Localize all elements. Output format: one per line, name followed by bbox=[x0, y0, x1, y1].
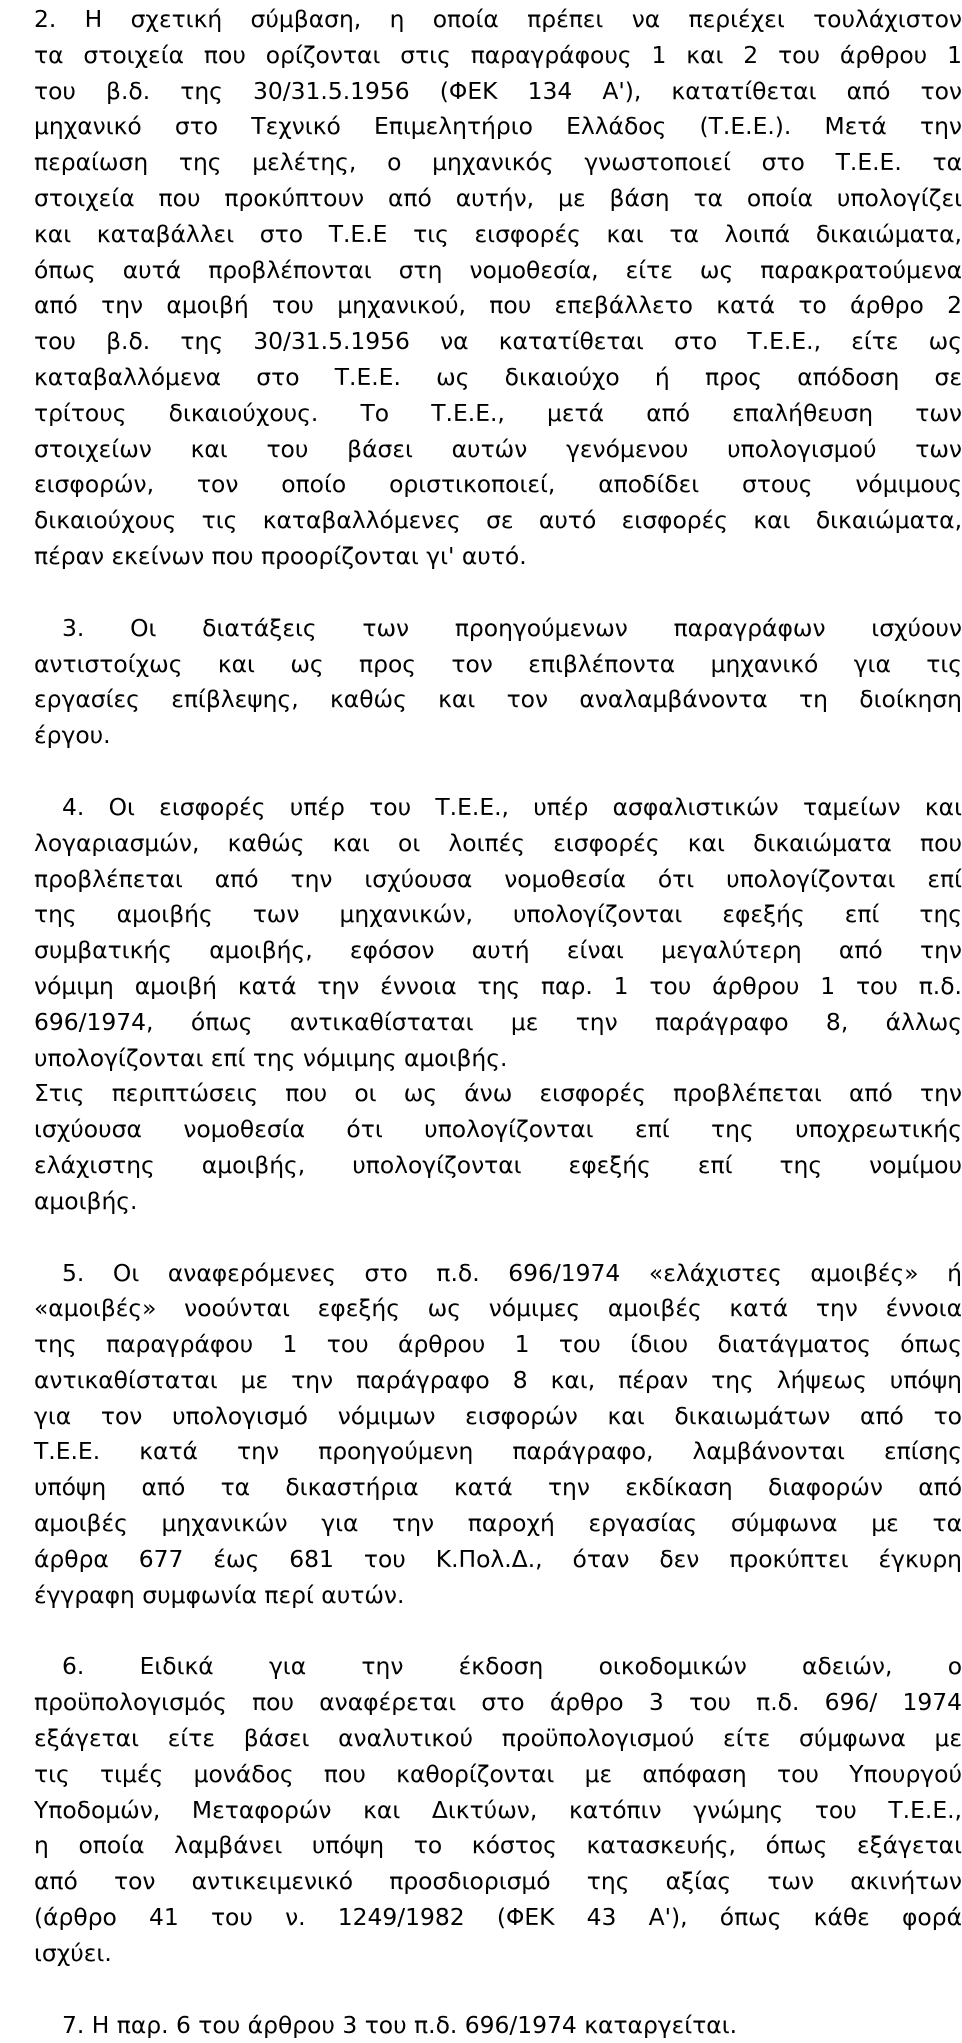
text-line: στοιχείων και του βάσει αυτών γενόμενου υπολογισμού των bbox=[34, 434, 962, 463]
text-line: ισχύει. bbox=[34, 1938, 112, 1967]
text-line: 7. Η παρ. 6 του άρθρου 3 του π.δ. 696/1974 καταργείται. bbox=[62, 2010, 738, 2039]
paragraph-gap bbox=[34, 754, 962, 790]
text-line: αμοιβές μηχανικών για την παροχή εργασίας σύμφωνα με τα bbox=[34, 1509, 962, 1538]
text-line: και καταβάλλει στο Τ.Ε.Ε τις εισφορές και τα λοιπά δικαιώματα, bbox=[34, 219, 962, 248]
paragraph-gap bbox=[34, 1220, 962, 1256]
text-line: τρίτους δικαιούχους. Το Τ.Ε.Ε., μετά από επαλήθευση των bbox=[34, 398, 962, 427]
text-line: από την αμοιβή του μηχανικού, που επεβάλλετο κατά το άρθρο 2 bbox=[34, 291, 962, 320]
text-line: περαίωση της μελέτης, ο μηχανικός γνωστοποιεί στο Τ.Ε.Ε. τα bbox=[34, 148, 962, 177]
text-line: 696/1974, όπως αντικαθίσταται με την παράγραφο 8, άλλως bbox=[34, 1007, 962, 1036]
text-line: όπως αυτά προβλέπονται στη νομοθεσία, είτε ως παρακρατούμενα bbox=[34, 255, 962, 284]
paragraph-gap bbox=[34, 1613, 962, 1649]
text-line: λογαριασμών, καθώς και οι λοιπές εισφορές και δικαιώματα που bbox=[34, 828, 962, 857]
text-line: μηχανικό στο Τεχνικό Επιμελητήριο Ελλάδος (Τ.Ε.Ε.). Μετά την bbox=[34, 112, 962, 141]
text-line: της αμοιβής των μηχανικών, υπολογίζονται εφεξής επί της bbox=[34, 900, 962, 929]
text-line: (άρθρο 41 του ν. 1249/1982 (ΦΕΚ 43 Α'), όπως κάθε φορά bbox=[34, 1903, 962, 1932]
paragraph-6 bbox=[34, 1649, 962, 1971]
text-line: του β.δ. της 30/31.5.1956 να κατατίθεται στο Τ.Ε.Ε., είτε ως bbox=[34, 327, 962, 356]
document-body bbox=[34, 2, 962, 2043]
text-line: ελάχιστης αμοιβής, υπολογίζονται εφεξής επί της νομίμου bbox=[34, 1150, 962, 1179]
text-line: Τ.Ε.Ε. κατά την προηγούμενη παράγραφο, λαμβάνονται επίσης bbox=[34, 1437, 962, 1466]
text-line: δικαιούχους τις καταβαλλόμενες σε αυτό εισφορές και δικαιώματα, bbox=[34, 506, 962, 535]
text-line: 5. Οι αναφερόμενες στο π.δ. 696/1974 «ελάχιστες αμοιβές» ή bbox=[62, 1258, 962, 1287]
text-line: 2. Η σχετική σύμβαση, η οποία πρέπει να περιέχει τουλάχιστον bbox=[34, 5, 962, 33]
paragraph-7 bbox=[34, 2008, 962, 2043]
document-page bbox=[34, 2, 962, 2039]
text-line: ισχύουσα νομοθεσία ότι υπολογίζονται επί της υποχρεωτικής bbox=[34, 1115, 962, 1144]
text-line: 6. Ειδικά για την έκδοση οικοδομικών αδειών, ο bbox=[62, 1652, 962, 1681]
text-line: εργασίες επίβλεψης, καθώς και τον αναλαμβάνοντα τη διοίκηση bbox=[34, 685, 962, 714]
text-line: για τον υπολογισμό νόμιμων εισφορών και δικαιωμάτων από το bbox=[34, 1401, 962, 1430]
text-line: υπολογίζονται επί της νόμιμης αμοιβής. bbox=[34, 1043, 508, 1072]
text-line: από τον αντικειμενικό προσδιορισμό της αξίας των ακινήτων bbox=[34, 1867, 962, 1896]
paragraph-3 bbox=[34, 611, 962, 754]
text-line: υπόψη από τα δικαστήρια κατά την εκδίκαση διαφορών από bbox=[34, 1473, 962, 1502]
text-line: Στις περιπτώσεις που οι ως άνω εισφορές προβλέπεται από την bbox=[34, 1079, 962, 1108]
paragraph-2 bbox=[34, 2, 962, 575]
text-line: άρθρα 677 έως 681 του Κ.Πολ.Δ., όταν δεν προκύπτει έγκυρη bbox=[34, 1544, 962, 1573]
text-line: εξάγεται είτε βάσει αναλυτικού προϋπολογισμού είτε σύμφωνα με bbox=[34, 1724, 962, 1753]
text-line: εισφορών, τον οποίο οριστικοποιεί, αποδίδει στους νόμιμους bbox=[34, 470, 962, 499]
text-line: η οποία λαμβάνει υπόψη το κόστος κατασκευής, όπως εξάγεται bbox=[34, 1831, 962, 1860]
text-line: «αμοιβές» νοούνται εφεξής ως νόμιμες αμοιβές κατά την έννοια bbox=[34, 1294, 962, 1323]
text-line: Υποδομών, Μεταφορών και Δικτύων, κατόπιν γνώμης του Τ.Ε.Ε., bbox=[34, 1795, 962, 1824]
paragraph-gap bbox=[34, 575, 962, 611]
text-line: 4. Οι εισφορές υπέρ του Τ.Ε.Ε., υπέρ ασφαλιστικών ταμείων και bbox=[62, 792, 962, 821]
paragraph-4 bbox=[34, 790, 962, 1220]
text-line: τα στοιχεία που ορίζονται στις παραγράφους 1 και 2 του άρθρου 1 bbox=[34, 40, 962, 69]
text-line: αμοιβής. bbox=[34, 1186, 138, 1215]
text-line: καταβαλλόμενα στο Τ.Ε.Ε. ως δικαιούχο ή προς απόδοση σε bbox=[34, 362, 962, 391]
paragraph-5 bbox=[34, 1256, 962, 1614]
text-line: προβλέπεται από την ισχύουσα νομοθεσία ότι υπολογίζονται επί bbox=[34, 864, 962, 893]
text-line: προϋπολογισμός που αναφέρεται στο άρθρο 3 του π.δ. 696/ 1974 bbox=[34, 1688, 962, 1717]
text-line: συμβατικής αμοιβής, εφόσον αυτή είναι μεγαλύτερη από την bbox=[34, 936, 962, 965]
text-line: πέραν εκείνων που προορίζονται γι' αυτό. bbox=[34, 541, 527, 570]
text-line: έγγραφη συμφωνία περί αυτών. bbox=[34, 1580, 405, 1609]
text-line: της παραγράφου 1 του άρθρου 1 του ίδιου διατάγματος όπως bbox=[34, 1330, 962, 1359]
text-line: 3. Οι διατάξεις των προηγούμενων παραγράφων ισχύουν bbox=[62, 613, 962, 642]
text-line: αντιστοίχως και ως προς τον επιβλέποντα μηχανικό για τις bbox=[34, 649, 962, 678]
text-line: νόμιμη αμοιβή κατά την έννοια της παρ. 1 του άρθρου 1 του π.δ. bbox=[34, 971, 962, 1000]
paragraph-gap bbox=[34, 1972, 962, 2008]
text-line: του β.δ. της 30/31.5.1956 (ΦΕΚ 134 Α'), κατατίθεται από τον bbox=[34, 76, 962, 105]
text-line: έργου. bbox=[34, 721, 111, 750]
text-line: τις τιμές μονάδος που καθορίζονται με απόφαση του Υπουργού bbox=[34, 1759, 962, 1788]
text-line: στοιχεία που προκύπτουν από αυτήν, με βάση τα οποία υπολογίζει bbox=[34, 183, 962, 212]
text-line: αντικαθίσταται με την παράγραφο 8 και, πέραν της λήψεως υπόψη bbox=[34, 1365, 962, 1394]
